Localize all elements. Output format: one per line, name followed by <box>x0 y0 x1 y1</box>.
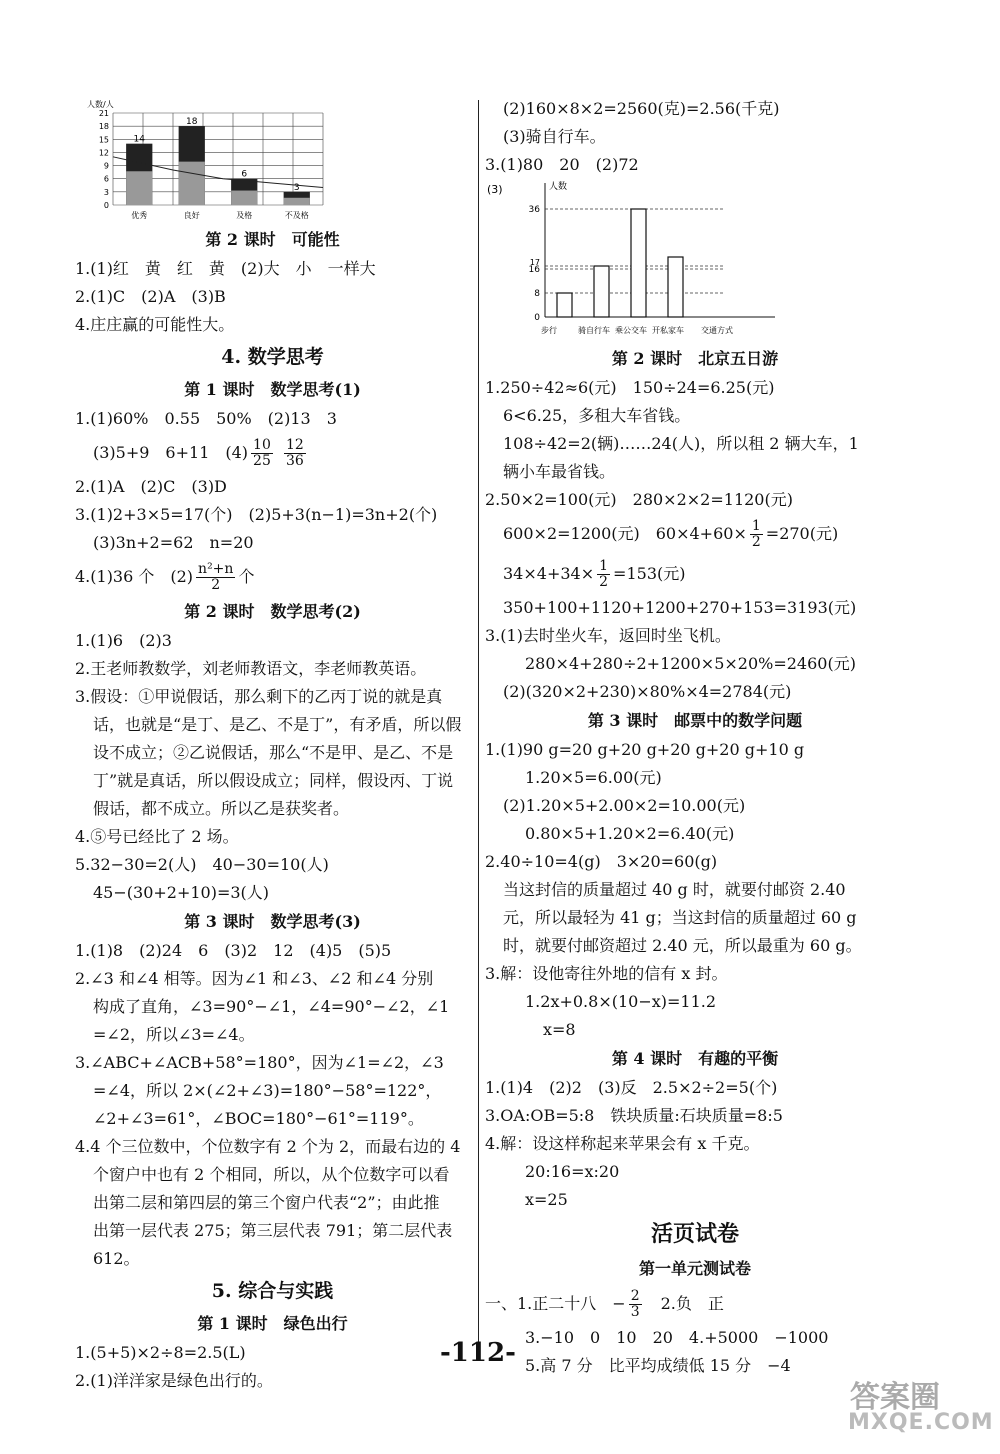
answer-line: 4.4 个三位数中，个位数字有 2 个为 2，而最右边的 4 <box>75 1137 461 1156</box>
answer-line: 2.40÷10=4(g) 3×20=60(g) <box>485 852 718 871</box>
bar-shaded <box>231 191 257 205</box>
fraction <box>597 559 610 590</box>
tick-label: 9 <box>103 161 109 171</box>
answer-line: 3.OA:OB=5:8 铁块质量:石块质量=8:5 <box>485 1106 783 1125</box>
answer-line: 3.(1)80 20 (2)72 <box>485 155 639 174</box>
answer-line: 1.(1)6 (2)3 <box>75 631 172 650</box>
answer-line <box>75 557 470 597</box>
tick-label: 18 <box>98 122 109 132</box>
answer-line: 1.(1)60% 0.55 50% (2)13 3 <box>75 409 337 428</box>
page-number: -112- <box>440 1338 516 1368</box>
answer-text: =270(元) <box>765 524 839 543</box>
lesson-heading: 第 2 课时 数学思考(2) <box>184 602 361 621</box>
answer-line: 个窗户中也有 2 个相同，所以，从个位数字可以看 <box>93 1165 450 1184</box>
answer-line: 2.(1)C (2)A (3)B <box>75 287 226 306</box>
answer-line: 2.50×2=100(元) 280×2×2=1120(元) <box>485 490 793 509</box>
answer-line: 5.32−30=2(人) 40−30=10(人) <box>75 855 329 874</box>
chart-ylabel: 人数 <box>549 182 568 192</box>
category-label: 开私家车 <box>652 326 684 335</box>
lesson-heading: 第 2 课时 可能性 <box>205 230 340 249</box>
bar-shaded <box>284 198 310 205</box>
chart-ylabel: 人数/人 <box>87 100 114 109</box>
numerator: 2 <box>630 1288 640 1304</box>
answer-line: 1.(1)4 (2)2 (3)反 2.5×2÷2=5(个) <box>485 1078 778 1097</box>
data-label: 6 <box>241 169 248 180</box>
answer-line: (2)1.20×5+2.00×2=10.00(元) <box>503 796 746 815</box>
answer-line: 350+100+1120+1200+270+153=3193(元) <box>503 598 857 617</box>
lesson-heading: 第 3 课时 数学思考(3) <box>184 912 361 931</box>
bar-chart-transport <box>485 179 785 344</box>
answer-line <box>485 1284 905 1324</box>
bar-骑自行车 <box>594 266 609 317</box>
numerator: 12 <box>285 437 304 453</box>
answer-line: 45−(30+2+10)=3(人) <box>93 883 270 902</box>
answer-line: 1.(5+5)×2÷8=2.5(L) <box>75 1343 246 1362</box>
bar-开私家车 <box>668 257 683 317</box>
answer-line: 3.假设：①甲说假话，那么剩下的乙丙丁说的就是真 <box>75 687 443 706</box>
answer-line: 元，所以最轻为 41 g；当这封信的质量超过 60 g <box>503 908 857 927</box>
tick-label: 8 <box>534 289 540 299</box>
fraction <box>629 1289 642 1320</box>
lesson-heading: 第 2 课时 北京五日游 <box>611 349 779 368</box>
answer-text: 个 <box>238 567 255 586</box>
tick-label: 16 <box>528 265 540 275</box>
chart-prefix: (3) <box>487 183 503 196</box>
data-label: 14 <box>133 134 145 145</box>
answer-line: 时，就要付邮资超过 2.40 元，所以最重为 60 g。 <box>503 936 862 955</box>
numerator: 10 <box>253 437 271 453</box>
chapter-heading: 4. 数学思考 <box>221 346 324 368</box>
fraction <box>750 519 763 550</box>
tick-label: 12 <box>98 148 109 158</box>
fraction <box>251 438 273 469</box>
answer-line: =∠2，所以∠3=∠4。 <box>93 1025 255 1044</box>
answer-line: 构成了直角，∠3=90°−∠1，∠4=90°−∠2，∠1 <box>93 997 450 1016</box>
answer-line: 5.高 7 分 比平均成绩低 15 分 −4 <box>525 1356 791 1375</box>
tick-label: 0 <box>103 201 109 210</box>
answer-line: 出第一层代表 275；第三层代表 791；第二层代表 <box>93 1221 453 1240</box>
answer-line: 假话，都不成立。所以乙是获奖者。 <box>93 799 350 818</box>
tick-label: 0 <box>534 313 540 323</box>
answer-line: 20:16=x:20 <box>525 1162 620 1181</box>
answer-line: 1.20×5=6.00(元) <box>525 768 662 787</box>
answer-line <box>75 433 470 473</box>
answer-text: (3)5+9 6+11 (4) <box>93 443 249 462</box>
answer-line <box>485 554 905 594</box>
answer-line: 3.∠ABC+∠ACB+58°=180°，因为∠1=∠2，∠3 <box>75 1053 444 1072</box>
answer-line: =∠4，所以 2×(∠2+∠3)=180°−58°=122°， <box>93 1081 442 1100</box>
category-label: 及格 <box>236 211 253 220</box>
category-label: 不及格 <box>284 211 309 220</box>
tick-label: 36 <box>528 205 540 215</box>
category-label: 良好 <box>183 211 200 220</box>
lesson-heading: 第 1 课时 数学思考(1) <box>184 380 361 399</box>
answer-line: (2)(320×2+230)×80%×4=2784(元) <box>503 682 792 701</box>
right-column <box>485 95 905 1380</box>
answer-line: (2)160×8×2=2560(克)=2.56(千克) <box>503 99 780 118</box>
answer-line: 话，也就是“是丁、是乙、不是丁”，有矛盾，所以假 <box>93 715 462 734</box>
answer-line: x=8 <box>543 1020 576 1039</box>
denominator: 36 <box>285 453 304 469</box>
tick-label: 15 <box>98 135 109 145</box>
data-label: 3 <box>293 182 300 193</box>
answer-line: 0.80×5+1.20×2=6.40(元) <box>525 824 735 843</box>
numerator: 1 <box>751 518 761 534</box>
watermark-url: MXQE.COM <box>848 1410 994 1435</box>
answer-line: 3.(1)2+3×5=17(个) (2)5+3(n−1)=3n+2(个) <box>75 505 438 524</box>
answer-line: 4.解：设这样称起来苹果会有 x 千克。 <box>485 1134 760 1153</box>
answer-line: 3.−10 0 10 20 4.+5000 −1000 <box>525 1328 829 1347</box>
answer-line: ∠2+∠3=61°，∠BOC=180°−61°=119°。 <box>93 1109 424 1128</box>
answer-line: 出第二层和第四层的第三个窗户代表“2”；由此推 <box>93 1193 440 1212</box>
answer-line: x=25 <box>525 1190 568 1209</box>
lesson-heading: 第一单元测试卷 <box>638 1259 751 1278</box>
answer-text: =153(元) <box>613 564 686 583</box>
answer-line: 1.(1)90 g=20 g+20 g+20 g+20 g+10 g <box>485 740 805 759</box>
denominator: 2 <box>599 574 609 590</box>
tick-label: 21 <box>98 109 109 118</box>
fraction <box>284 438 306 469</box>
category-label: 骑自行车 <box>578 326 610 335</box>
answer-line: 280×4+280÷2+1200×5×20%=2460(元) <box>525 654 856 673</box>
answer-line: 当这封信的质量超过 40 g 时，就要付邮资 2.40 <box>503 880 846 899</box>
lesson-heading: 第 4 课时 有趣的平衡 <box>611 1049 779 1068</box>
answer-line: 2.王老师教数学，刘老师教语文，李老师教英语。 <box>75 659 427 678</box>
bar-步行 <box>557 293 572 317</box>
bar-shaded <box>126 171 152 205</box>
answer-line: 3.解：设他寄往外地的信有 x 封。 <box>485 964 728 983</box>
answer-line: 2.(1)A (2)C (3)D <box>75 477 227 496</box>
answer-line: 612。 <box>93 1249 140 1268</box>
fraction <box>196 562 235 593</box>
left-column <box>75 95 470 1395</box>
denominator: 3 <box>630 1304 640 1320</box>
answer-line: 1.250÷42≈6(元) 150÷24=6.25(元) <box>485 378 775 397</box>
denominator: 2 <box>751 534 761 550</box>
section-heading: 活页试卷 <box>650 1221 739 1247</box>
column-divider <box>478 100 479 1345</box>
tick-label: 17 <box>529 258 540 267</box>
answer-text: 一、1.正二十八 − <box>485 1294 626 1313</box>
lesson-heading: 第 1 课时 绿色出行 <box>197 1314 348 1333</box>
category-label: 乘公交车 <box>615 326 647 335</box>
numerator: 1 <box>599 558 609 574</box>
denominator: 2 <box>211 577 221 593</box>
numerator: n²+n <box>198 561 234 577</box>
data-label: 18 <box>186 117 198 128</box>
category-label: 优秀 <box>131 211 148 220</box>
answer-line: 4.⑤号已经比了 2 场。 <box>75 827 239 846</box>
bar-乘公交车 <box>631 209 646 317</box>
lesson-heading: 第 3 课时 邮票中的数学问题 <box>587 711 803 730</box>
answer-line: 2.∠3 和∠4 相等。因为∠1 和∠3、∠2 和∠4 分别 <box>75 969 434 988</box>
answer-line: (3)骑自行车。 <box>503 127 606 146</box>
answer-line <box>485 514 905 554</box>
answer-line: 108÷42=2(辆)……24(人)，所以租 2 辆大车，1 <box>503 434 859 453</box>
denominator: 25 <box>253 453 271 469</box>
answer-text: 2.负 正 <box>644 1294 724 1313</box>
bar-shaded <box>179 162 205 205</box>
answer-line: 1.2x+0.8×(10−x)=11.2 <box>525 992 717 1011</box>
answer-line: 4.庄庄赢的可能性大。 <box>75 315 235 334</box>
answer-line: 辆小车最省钱。 <box>503 462 616 481</box>
answer-line: (3)3n+2=62 n=20 <box>93 533 254 552</box>
watermark-logo: 答案圈 <box>850 1380 940 1415</box>
answer-line: 1.(1)8 (2)24 6 (3)2 12 (4)5 (5)5 <box>75 941 392 960</box>
chapter-heading: 5. 综合与实践 <box>211 1280 334 1302</box>
answer-line: 6<6.25，多租大车省钱。 <box>503 406 691 425</box>
answer-text: 600×2=1200(元) 60×4+60× <box>503 524 747 543</box>
tick-label: 3 <box>103 187 109 197</box>
answer-line: 2.(1)洋洋家是绿色出行的。 <box>75 1371 273 1390</box>
bar-chart-grades <box>85 95 345 225</box>
answer-line: 1.(1)红 黄 红 黄 (2)大 小 一样大 <box>75 259 376 278</box>
answer-line: 3.(1)去时坐火车，返回时坐飞机。 <box>485 626 731 645</box>
answer-line: 设不成立；②乙说假话，那么“不是甲、是乙、不是 <box>93 743 454 762</box>
category-label: 交通方式 <box>701 326 733 335</box>
answer-text: 34×4+34× <box>503 564 595 583</box>
tick-label: 6 <box>103 174 109 184</box>
answer-line: 丁”就是真话，所以假设成立；同样，假设丙、丁说 <box>93 771 454 790</box>
category-label: 步行 <box>541 326 557 335</box>
answer-text: 4.(1)36 个 (2) <box>75 567 194 586</box>
